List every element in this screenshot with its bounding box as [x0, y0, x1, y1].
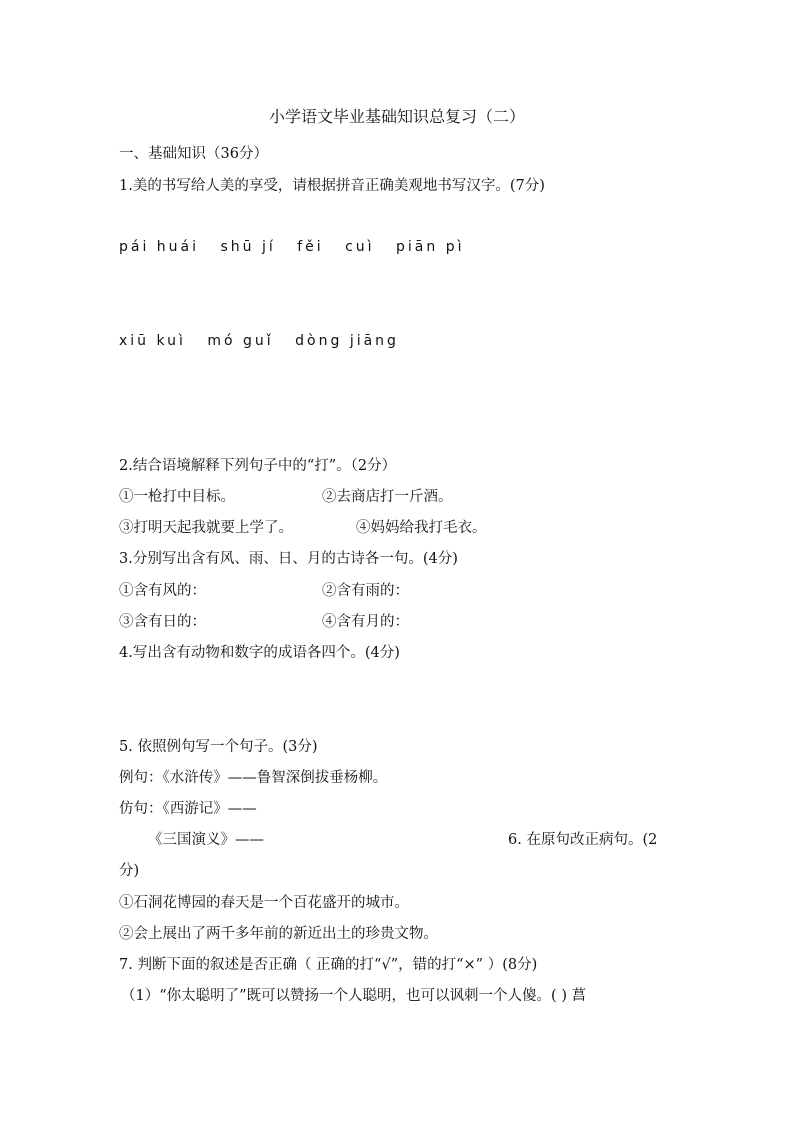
question-3-item-3: ③含有日的： — [119, 614, 206, 630]
question-7-item-1: （1）“你太聪明了”既可以赞扬一个人聪明，也可以讽刺一个人傻。( ) 菖 — [121, 988, 587, 1004]
question-6: 6. 在原句改正病句。(2 — [508, 832, 658, 848]
question-6-continued: 分) — [119, 863, 140, 879]
question-5: 5. 依照例句写一个句子。(3分) — [119, 739, 318, 755]
question-3-item-2: ②含有雨的： — [322, 583, 409, 599]
section-heading-basic-knowledge: 一、基础知识（36分） — [119, 146, 268, 162]
question-6-item-1: ①石洞花博园的春天是一个百花盛开的城市。 — [119, 895, 409, 911]
page-title: 小学语文毕业基础知识总复习（二） — [268, 107, 525, 126]
question-7: 7. 判断下面的叙述是否正确（ 正确的打“√”，错的打“×” ）(8分) — [119, 957, 538, 973]
question-2: 2.结合语境解释下列句子中的“打”。（2分） — [119, 458, 397, 474]
question-2-item-4: ④妈妈给我打毛衣。 — [356, 520, 487, 536]
pinyin-item: pái huái — [119, 239, 200, 255]
pinyin-item: cuì — [345, 239, 375, 255]
question-2-item-3: ③打明天起我就要上学了。 — [119, 520, 293, 536]
question-5-imitate-2: 《三国演义》—— — [148, 832, 264, 848]
pinyin-item: piān pì — [396, 239, 465, 255]
question-2-item-2: ②去商店打一斤酒。 — [322, 489, 453, 505]
pinyin-item: shū jí — [220, 239, 276, 255]
question-6-item-2: ②会上展出了两千多年前的新近出土的珍贵文物。 — [119, 926, 438, 942]
pinyin-item: fěi — [297, 239, 324, 255]
question-5-imitate-1: 仿句：《西游记》—— — [119, 801, 257, 817]
question-5-example: 例句：《水浒传》——鲁智深倒拔垂杨柳。 — [119, 770, 388, 786]
question-4: 4.写出含有动物和数字的成语各四个。(4分) — [119, 645, 400, 661]
question-2-item-1: ①一枪打中目标。 — [119, 489, 235, 505]
question-3-item-4: ④含有月的： — [322, 614, 409, 630]
pinyin-item: xiū kuì — [119, 333, 186, 349]
question-3-item-1: ①含有风的： — [119, 583, 206, 599]
question-3: 3.分别写出含有风、雨、日、月的古诗各一句。(4分) — [119, 551, 458, 567]
pinyin-item: dòng jiāng — [295, 333, 399, 349]
pinyin-row-1 — [119, 237, 479, 257]
pinyin-item: mó guǐ — [207, 333, 274, 349]
pinyin-row-2 — [119, 331, 413, 351]
question-1: 1.美的书写给人美的享受，请根据拼音正确美观地书写汉字。(7分) — [119, 178, 545, 194]
